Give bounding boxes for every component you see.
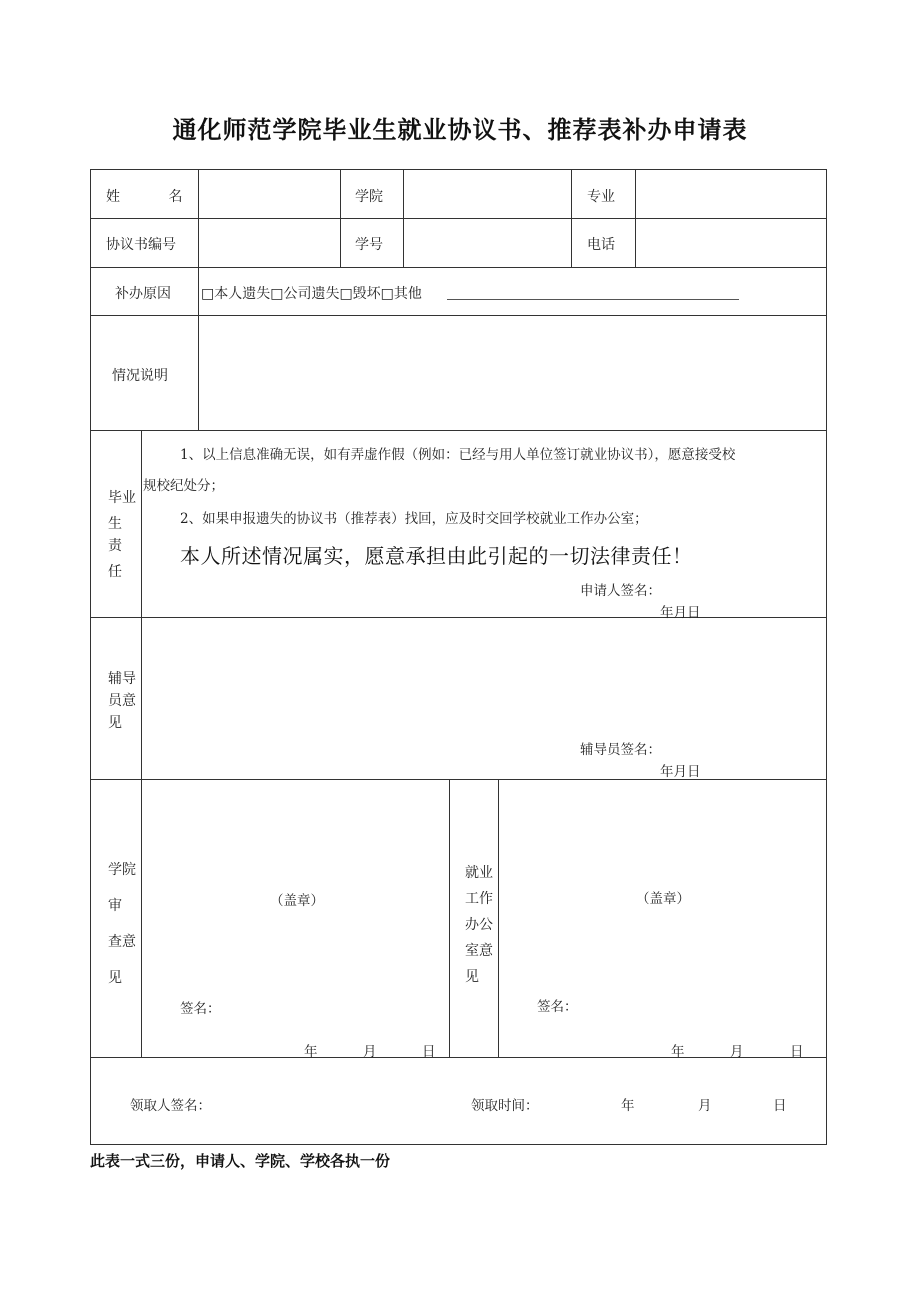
responsibility-statement: 本人所述情况属实，愿意承担由此引起的一切法律责任！	[180, 544, 693, 568]
college-date-year: 年	[304, 1044, 318, 1060]
college-seal: （盖章）	[270, 893, 324, 909]
reason-options[interactable]: □本人遗失□公司遗失□毁坏□其他	[201, 286, 422, 302]
receive-time-label: 领取时间：	[471, 1098, 539, 1114]
receive-date-year: 年	[621, 1098, 635, 1114]
employment-office-seal: （盖章）	[636, 891, 690, 907]
graduate-responsibility-label: 毕业 生 责 任	[108, 490, 136, 580]
agreement-number-label: 协议书编号	[106, 237, 176, 253]
page-title: 通化师范学院毕业生就业协议书、推荐表补办申请表	[172, 116, 748, 144]
major-label: 专业	[587, 189, 615, 205]
student-number-label: 学号	[355, 237, 383, 253]
situation-label: 情况说明	[112, 368, 168, 384]
college-review-label: 学院 审 查意 见	[108, 862, 136, 986]
college-label: 学院	[355, 189, 383, 205]
employment-office-signature-label: 签名：	[537, 999, 578, 1015]
phone-field[interactable]	[636, 219, 825, 266]
college-signature-label: 签名：	[180, 1001, 221, 1017]
receive-date-month: 月	[698, 1098, 712, 1114]
situation-field[interactable]	[199, 316, 825, 429]
employment-office-date-year: 年	[671, 1044, 685, 1060]
reason-label: 补办原因	[115, 286, 171, 302]
responsibility-item-1: 1、以上信息准确无误，如有弄虚作假（例如：已经与用人单位签订就业协议书），愿意接受校	[180, 447, 736, 463]
name-field[interactable]	[199, 170, 339, 217]
employment-office-label: 就业 工作 办公 室意 见	[465, 865, 493, 985]
counselor-date: 年月日	[660, 764, 701, 780]
student-number-field[interactable]	[404, 219, 570, 266]
employment-office-date-day: 日	[790, 1044, 804, 1060]
receiver-signature-label: 领取人签名：	[130, 1098, 211, 1114]
employment-office-date-month: 月	[730, 1044, 744, 1060]
responsibility-item-2: 2、如果申报遗失的协议书（推荐表）找回，应及时交回学校就业工作办公室；	[180, 511, 648, 527]
receive-date-day: 日	[773, 1098, 787, 1114]
college-date-month: 月	[363, 1044, 377, 1060]
responsibility-item-1-cont: 规校纪处分；	[143, 478, 224, 494]
footer-note: 此表一式三份，申请人、学院、学校各执一份	[90, 1152, 391, 1170]
name-label: 姓 名	[106, 189, 183, 205]
applicant-signature-label: 申请人签名：	[580, 583, 661, 599]
counselor-opinion-field[interactable]	[142, 618, 825, 728]
reason-other-underline[interactable]	[447, 299, 739, 300]
counselor-signature-label: 辅导员签名：	[580, 742, 661, 758]
applicant-date: 年月日	[660, 605, 701, 621]
college-date-day: 日	[422, 1044, 436, 1060]
agreement-number-field[interactable]	[199, 219, 339, 266]
phone-label: 电话	[587, 237, 615, 253]
major-field[interactable]	[636, 170, 825, 217]
counselor-opinion-label: 辅导 员意 见	[108, 671, 136, 731]
college-field[interactable]	[404, 170, 570, 217]
